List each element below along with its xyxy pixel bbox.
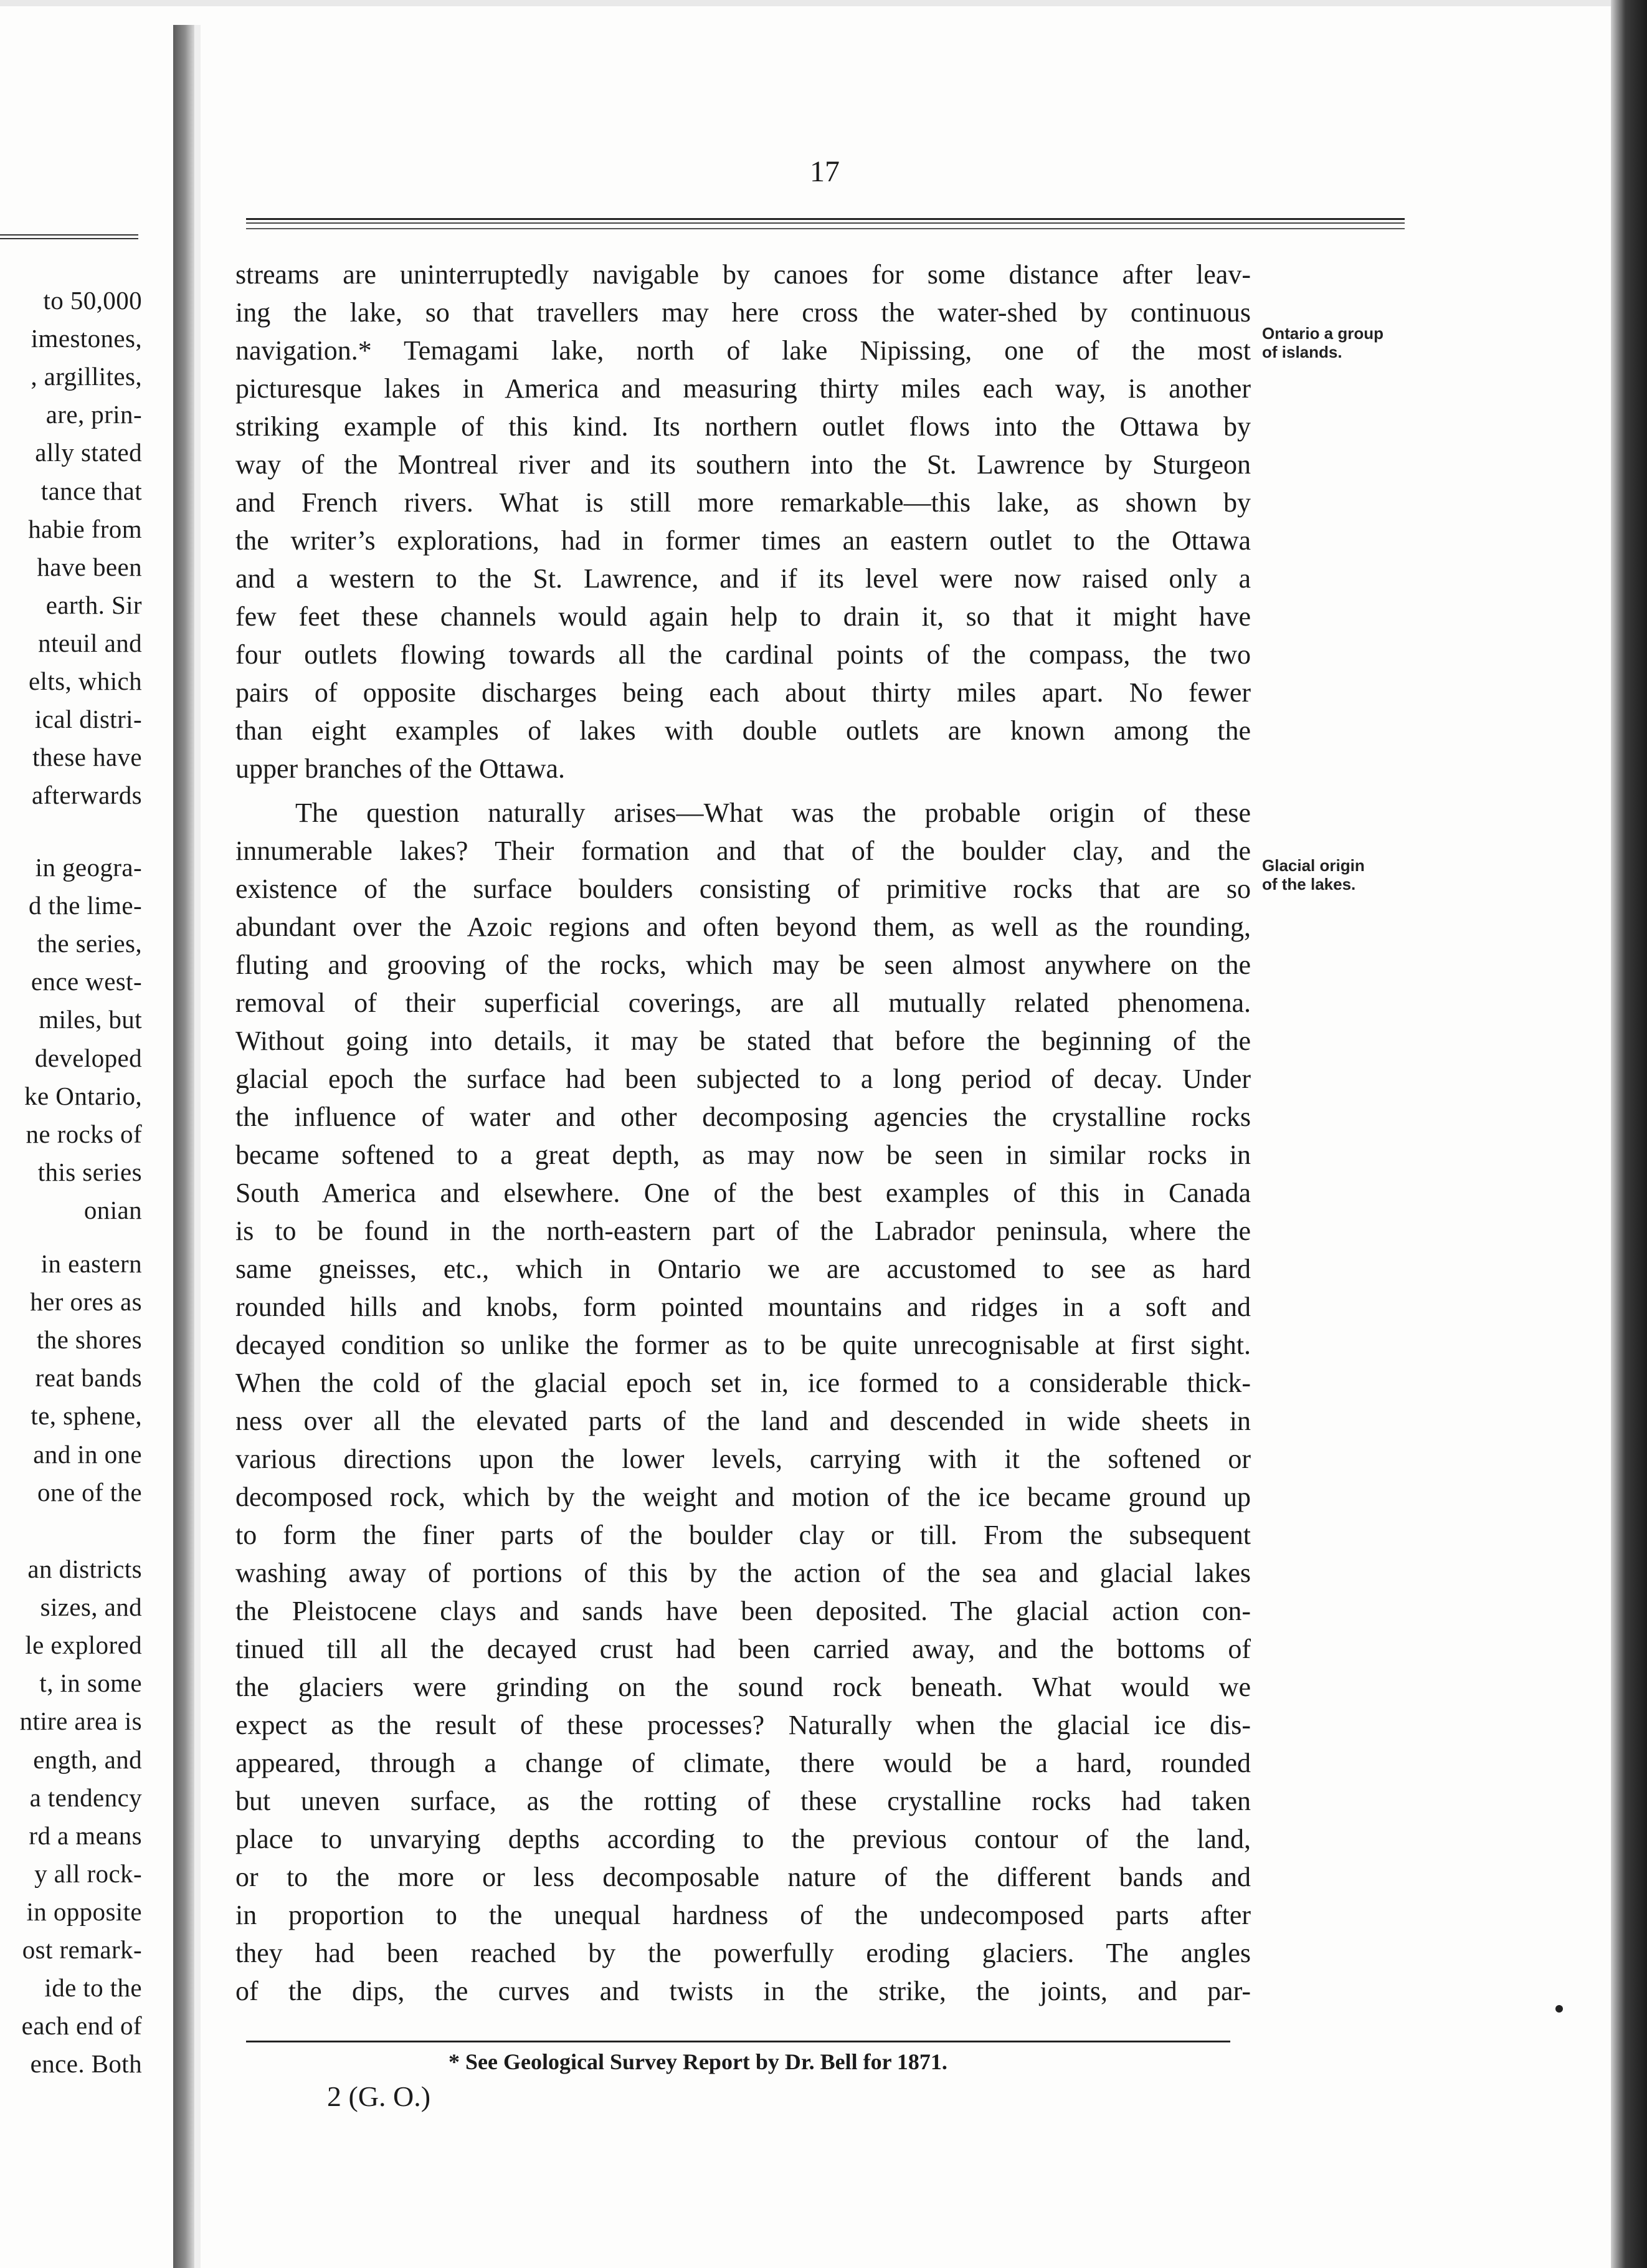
previous-page-line: afterwards [31,781,142,810]
previous-page-line: le explored [25,1631,142,1660]
previous-page-line: ide to the [44,1973,142,2003]
sidenote-line: Ontario a group [1262,324,1384,343]
text-line: washing away of portions of this by the action of the sea and glacial lakes [235,1558,1251,1588]
text-line: the glaciers were grinding on the sound rock beneath. What would we [235,1672,1251,1702]
text-line: existence of the surface boulders consisting of primitive rocks that are so [235,874,1251,904]
text-line: and French rivers. What is still more remarkable—this lake, as shown by [235,487,1251,518]
binding-gutter-highlight [194,25,201,2268]
text-line: expect as the result of these processes? Naturally when the glacial ice dis- [235,1710,1251,1740]
text-line: innumerable lakes? Their formation and that of the boulder clay, and the [235,836,1251,866]
previous-page-line: y all rock- [34,1859,142,1888]
previous-page-line: the shores [36,1325,142,1355]
previous-page-line: rd a means [29,1821,142,1850]
text-line: South America and elsewhere. One of the best examples of this in Canada [235,1178,1251,1208]
sidenote-line: Glacial origin [1262,856,1365,875]
text-line: ness over all the elevated parts of the land and descended in wide sheets in [235,1406,1251,1436]
text-line: rounded hills and knobs, form pointed mountains and ridges in a soft and [235,1292,1251,1322]
paragraph [235,255,1251,788]
previous-page-line: miles, but [39,1005,142,1034]
previous-page-line: have been [37,552,142,581]
previous-page-line: t, in some [39,1669,142,1698]
previous-page-line: the series, [37,929,142,958]
previous-page-line: one of the [37,1477,142,1507]
previous-page-line: ke Ontario, [24,1081,142,1110]
previous-page-line: imestones, [31,324,142,353]
text-line: the writer’s explorations, had in former times an eastern outlet to the Ottawa [235,525,1251,556]
page-right-edge [1611,0,1647,2268]
previous-page-line: elts, which [28,667,142,695]
paragraph [235,794,1251,2010]
previous-page-line: tance that [40,476,142,505]
text-line: they had been reached by the powerfully eroding glaciers. The angles [235,1938,1251,1968]
previous-page-line: reat bands [35,1363,142,1393]
sidenote-ontario [1262,324,1384,361]
previous-page-line: nteuil and [38,628,142,657]
signature-mark: 2 (G. O.) [327,2080,431,2112]
text-line: few feet these channels would again help to drain it, so that it might have [235,601,1251,632]
text-line: to form the finer parts of the boulder clay or till. From the subsequent [235,1520,1251,1550]
binding-gutter [173,25,194,2268]
previous-page-line: in geogra- [35,853,142,882]
sidenote-line: of the lakes. [1262,875,1356,893]
previous-page-line: te, sphene, [31,1401,142,1431]
previous-page-fragment [0,0,173,2268]
header-rule [246,218,1405,224]
text-line: The question naturally arises—What was the probable origin of these [295,798,1251,828]
text-line: the Pleistocene clays and sands have been deposited. The glacial action con- [235,1596,1251,1626]
body-text [235,255,1251,2010]
previous-page-line: her ores as [30,1287,142,1317]
text-line: upper branches of the Ottawa. [235,753,566,784]
text-line: way of the Montreal river and its southern into the St. Lawrence by Sturgeon [235,449,1251,480]
previous-page-line: onian [83,1195,142,1224]
page-top-edge [0,0,1620,6]
previous-page-line: these have [32,743,142,772]
text-line: pairs of opposite discharges being each about thirty miles apart. No fewer [235,677,1251,708]
text-line: tinued till all the decayed crust had been carried away, and the bottoms of [235,1634,1251,1664]
previous-page-line: sizes, and [40,1593,142,1622]
text-line: or to the more or less decomposable nature of the different bands and [235,1862,1251,1892]
text-line: various directions upon the lower levels, carrying with it the softened or [235,1444,1251,1474]
previous-page-line: to 50,000 [43,286,142,315]
text-line: than eight examples of lakes with double outlets are known among the [235,715,1251,746]
text-line: fluting and grooving of the rocks, which may be seen almost anywhere on the [235,950,1251,980]
text-line: but uneven surface, as the rotting of these crystalline rocks had taken [235,1786,1251,1816]
previous-page-line: developed [34,1043,142,1072]
paragraph-gap [235,788,1251,794]
previous-page-line: are, prin- [45,400,142,429]
text-line: picturesque lakes in America and measuring thirty miles each way, is another [235,373,1251,404]
text-line: same gneisses, etc., which in Ontario we are accustomed to see as hard [235,1254,1251,1284]
text-line: removal of their superficial coverings, are all mutually related phenomena. [235,988,1251,1018]
previous-page-line: ost remark- [22,1935,142,1964]
previous-page-line: ence west- [31,967,142,996]
text-line: became softened to a great depth, as may now be seen in similar rocks in [235,1140,1251,1170]
footnote-rule [246,2041,1230,2042]
previous-page-line: habie from [28,514,142,543]
previous-page-line: ntire area is [19,1707,142,1736]
sidenote-line: of islands. [1262,343,1342,361]
previous-page-line: in eastern [40,1249,142,1278]
text-line: glacial epoch the surface had been subjected to a long period of decay. Under [235,1064,1251,1094]
previous-page-line: d the lime- [28,891,142,920]
text-line: place to unvarying depths according to the previous contour of the land, [235,1824,1251,1854]
text-line: the influence of water and other decomposing agencies the crystalline rocks [235,1102,1251,1132]
text-line: is to be found in the north-eastern part of the Labrador peninsula, where the [235,1216,1251,1246]
stray-mark [1555,2005,1563,2013]
text-line: decayed condition so unlike the former as to be quite unrecognisable at first sight. [235,1330,1251,1360]
text-line: in proportion to the unequal hardness of the undecomposed parts after [235,1900,1251,1930]
previous-page-line: ally stated [35,438,142,467]
previous-page-line: in opposite [26,1897,142,1926]
previous-page-line: ence. Both [30,2049,142,2079]
text-line: navigation.* Temagami lake, north of lake Nipissing, one of the most [235,335,1251,366]
page-number: 17 [810,155,840,188]
text-line: Without going into details, it may be stated that before the beginning of the [235,1026,1251,1056]
previous-page-line: this series [37,1157,142,1186]
previous-page-line: each end of [21,2011,142,2041]
text-line: four outlets flowing towards all the cardinal points of the compass, the two [235,639,1251,670]
previous-page-line: ength, and [33,1745,142,1774]
text-line: striking example of this kind. Its northern outlet flows into the Ottawa by [235,411,1251,442]
text-line: and a western to the St. Lawrence, and if its level were now raised only a [235,563,1251,594]
header-rule-secondary [246,228,1405,229]
previous-page-line: ne rocks of [26,1119,142,1148]
previous-page-rule [0,234,138,239]
text-line: When the cold of the glacial epoch set in, ice formed to a considerable thick- [235,1368,1251,1398]
previous-page-line: and in one [33,1439,142,1469]
previous-page-line: earth. Sir [45,590,142,619]
previous-page-line: , argillites, [31,362,142,391]
text-line: ing the lake, so that travellers may here cross the water-shed by continuous [235,297,1251,328]
text-line: of the dips, the curves and twists in the strike, the joints, and par- [235,1976,1251,2006]
previous-page-line: ical distri- [34,705,142,734]
previous-page-line: an districts [27,1555,142,1583]
text-line: decomposed rock, which by the weight and motion of the ice became ground up [235,1482,1251,1512]
sidenote-glacial [1262,856,1365,893]
text-line: appeared, through a change of climate, there would be a hard, rounded [235,1748,1251,1778]
footnote: * See Geological Survey Report by Dr. Bell for 1871. [449,2049,947,2074]
text-line: abundant over the Azoic regions and often beyond them, as well as the rounding, [235,912,1251,942]
previous-page-line: a tendency [29,1783,142,1812]
text-line: streams are uninterruptedly navigable by canoes for some distance after leav- [235,259,1251,290]
